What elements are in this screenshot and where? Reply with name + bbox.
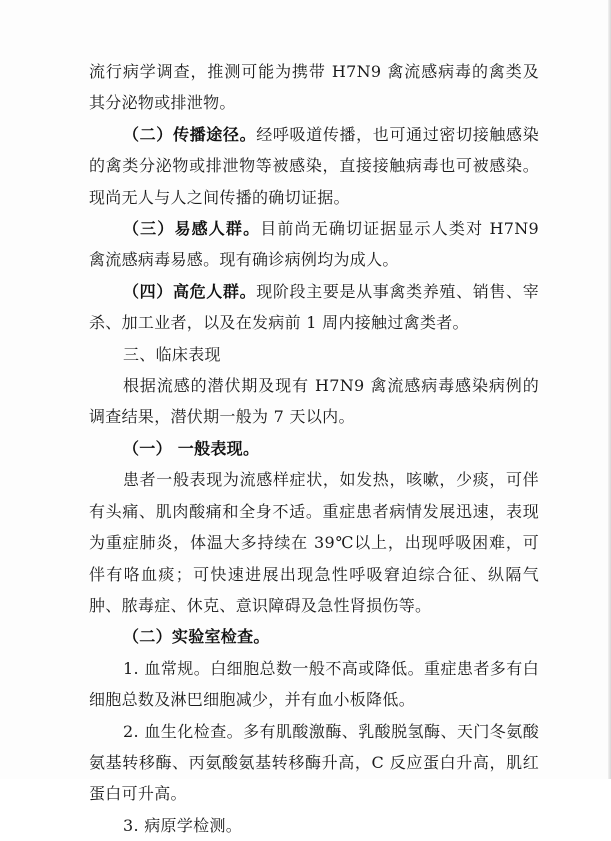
paragraph-susceptible-population <box>89 213 539 276</box>
paragraph-etiology-test <box>89 810 539 841</box>
heading-text: 三、临床表现 <box>123 344 221 364</box>
paragraph-text: 3. 病原学检测。 <box>123 815 243 835</box>
paragraph-blood-biochemistry <box>89 716 539 810</box>
section-lead-transmission: （二）传播途径。 <box>123 124 257 144</box>
paragraph-incubation-period <box>89 370 539 433</box>
paragraph-text: 目前尚无确切证据显示人类对 H7N9 禽流感病毒易感。现有确诊病例均为成人。 <box>89 219 539 270</box>
section-lead-laboratory: （二）实验室检查。 <box>123 627 270 647</box>
paragraph-symptoms <box>89 464 539 621</box>
paragraph-text: 2. 血生化检查。多有肌酸激酶、乳酸脱氢酶、天门冬氨酸氨基转移酶、丙氨酸氨基转移酶升高，C 反应蛋白升高，肌红蛋白可升高。 <box>89 721 539 804</box>
paragraph-text: 患者一般表现为流感样症状，如发热，咳嗽，少痰，可伴有头痛、肌肉酸痛和全身不适。重症患者病情发展迅速，表现为重症肺炎，体温大多持续在 39℃以上，出现呼吸困难，可伴有咯血痰；可快速进展出现急性呼吸窘迫综合征、纵隔气肿、脓毒症、休克、意识障碍及急性肾损伤等。 <box>89 470 539 615</box>
subsection-heading-general-manifestations <box>89 433 539 464</box>
paragraph-text: 根据流感的潜伏期及现有 H7N9 禽流感病毒感染病例的调查结果，潜伏期一般为 7 天以内。 <box>89 376 539 427</box>
paragraph-text: 1. 血常规。白细胞总数一般不高或降低。重症患者多有白细胞总数及淋巴细胞减少，并有血小板降低。 <box>89 658 539 710</box>
paragraph-high-risk-population <box>89 276 539 339</box>
paragraph-epidemiology-continued <box>89 56 539 119</box>
section-lead-high-risk: （四）高危人群。 <box>123 281 257 301</box>
paragraph-blood-routine <box>89 653 539 716</box>
subsection-heading-laboratory-tests <box>89 621 539 652</box>
paragraph-text: 经呼吸道传播，也可通过密切接触感染的禽类分泌物或排泄物等被感染，直接接触病毒也可被感染。现尚无人与人之间传播的确切证据。 <box>89 124 539 207</box>
section-heading-clinical-manifestations <box>89 339 539 370</box>
document-body <box>89 56 539 841</box>
paragraph-text: 流行病学调查，推测可能为携带 H7N9 禽流感病毒的禽类及其分泌物或排泄物。 <box>89 62 539 113</box>
section-lead-general: （一） 一般表现。 <box>123 438 260 458</box>
paragraph-text: 现阶段主要是从事禽类养殖、销售、宰杀、加工业者，以及在发病前 1 周内接触过禽类者。 <box>89 281 539 333</box>
paragraph-transmission-route <box>89 119 539 213</box>
section-lead-susceptible: （三）易感人群。 <box>123 219 261 239</box>
